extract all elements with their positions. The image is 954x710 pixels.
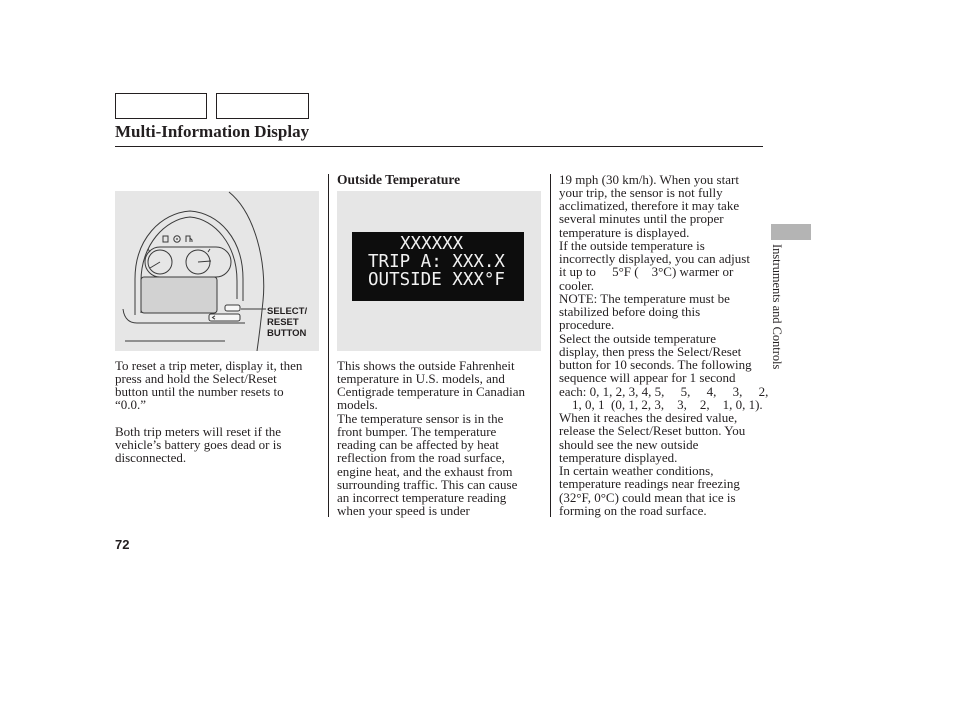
section-tab-label: Instruments and Controls	[770, 244, 784, 370]
select-reset-button	[225, 305, 240, 311]
title-rule	[115, 146, 763, 147]
header-tab-box-2	[216, 93, 309, 119]
callout-line: BUTTON	[267, 327, 307, 339]
fuel-gauge-needle	[150, 262, 160, 268]
paragraph: If the outside temperature is incorrectly displayed, you can adjust it up to 5°F ( 3°C) warmer or cooler.	[559, 237, 750, 293]
paragraph: Both trip meters will reset if the vehicle’s battery goes dead or is disconnected.	[115, 423, 282, 466]
info-button	[209, 314, 240, 321]
display-line-trip: TRIP A: XXX.X	[368, 252, 505, 272]
page-number: 72	[115, 537, 130, 552]
indicator-lamp-icon	[163, 236, 168, 242]
left-column-text-2	[115, 425, 281, 465]
left-column-text-1	[115, 359, 302, 412]
gauge-tick-mark	[208, 249, 210, 252]
page-title: Multi-Information Display	[115, 122, 310, 141]
column-divider-2	[550, 174, 551, 517]
select-reset-button-callout	[267, 306, 307, 339]
gauge-housing	[145, 247, 231, 277]
instrument-cluster-figure	[115, 191, 319, 351]
display-line: XXXXXX	[400, 234, 464, 254]
paragraph: To reset a trip meter, display it, then press and hold the Select/Reset button until the number resets to “0.0.”	[115, 357, 303, 413]
callout-line: SELECT/	[267, 305, 308, 317]
column-divider-1	[328, 174, 329, 517]
temperature-gauge-needle	[198, 261, 211, 262]
callout-line: RESET	[267, 316, 299, 328]
paragraph: The temperature sensor is in the front bumper. The temperature reading can be affected by heat reflection from the road surface, engine heat, and the exhaust from surrounding traffic. This can cause an incorrect temperature reading when your speed is under	[337, 410, 518, 519]
header-tab-box-1	[115, 93, 207, 119]
warning-lamp-dot-icon	[176, 238, 178, 240]
outside-temperature-figure	[337, 191, 541, 351]
middle-column-text	[337, 359, 525, 518]
multi-information-display-screen	[352, 232, 524, 301]
dashboard-hood-curve	[229, 192, 264, 351]
right-column-text	[559, 173, 768, 518]
display-line-outside: OUTSIDE XXX°F	[368, 270, 505, 290]
paragraph: Select the outside temperature display, then press the Select/Reset button for 10 seconds. The following sequence will appear for 1 second each: 0, 1, 2, 3, 4, 5, 5, 4, 3, 2, 1, 0, 1 (0, 1, 2, 3, 3, 2, 1, 0, 1). When it reaches the desired value, release the Select/Reset button. You should see the new outside temperature displayed.	[559, 330, 769, 465]
paragraph: NOTE: The temperature must be stabilized before doing this procedure.	[559, 290, 730, 333]
paragraph: In certain weather conditions, temperature readings near freezing (32°F, 0°C) could mean that ice is forming on the road surface.	[559, 463, 740, 518]
section-tab-marker	[771, 224, 811, 240]
paragraph: This shows the outside Fahrenheit temperature in U.S. models, and Centigrade temperature in Canadian models.	[337, 357, 526, 413]
section-heading: Outside Temperature	[337, 171, 461, 187]
paragraph: 19 mph (30 km/h). When you start your trip, the sensor is not fully acclimatized, therefore it may take several minutes until the proper temperature is displayed.	[559, 171, 740, 240]
fuel-pump-icon	[186, 236, 192, 242]
multi-information-lcd	[141, 277, 217, 313]
